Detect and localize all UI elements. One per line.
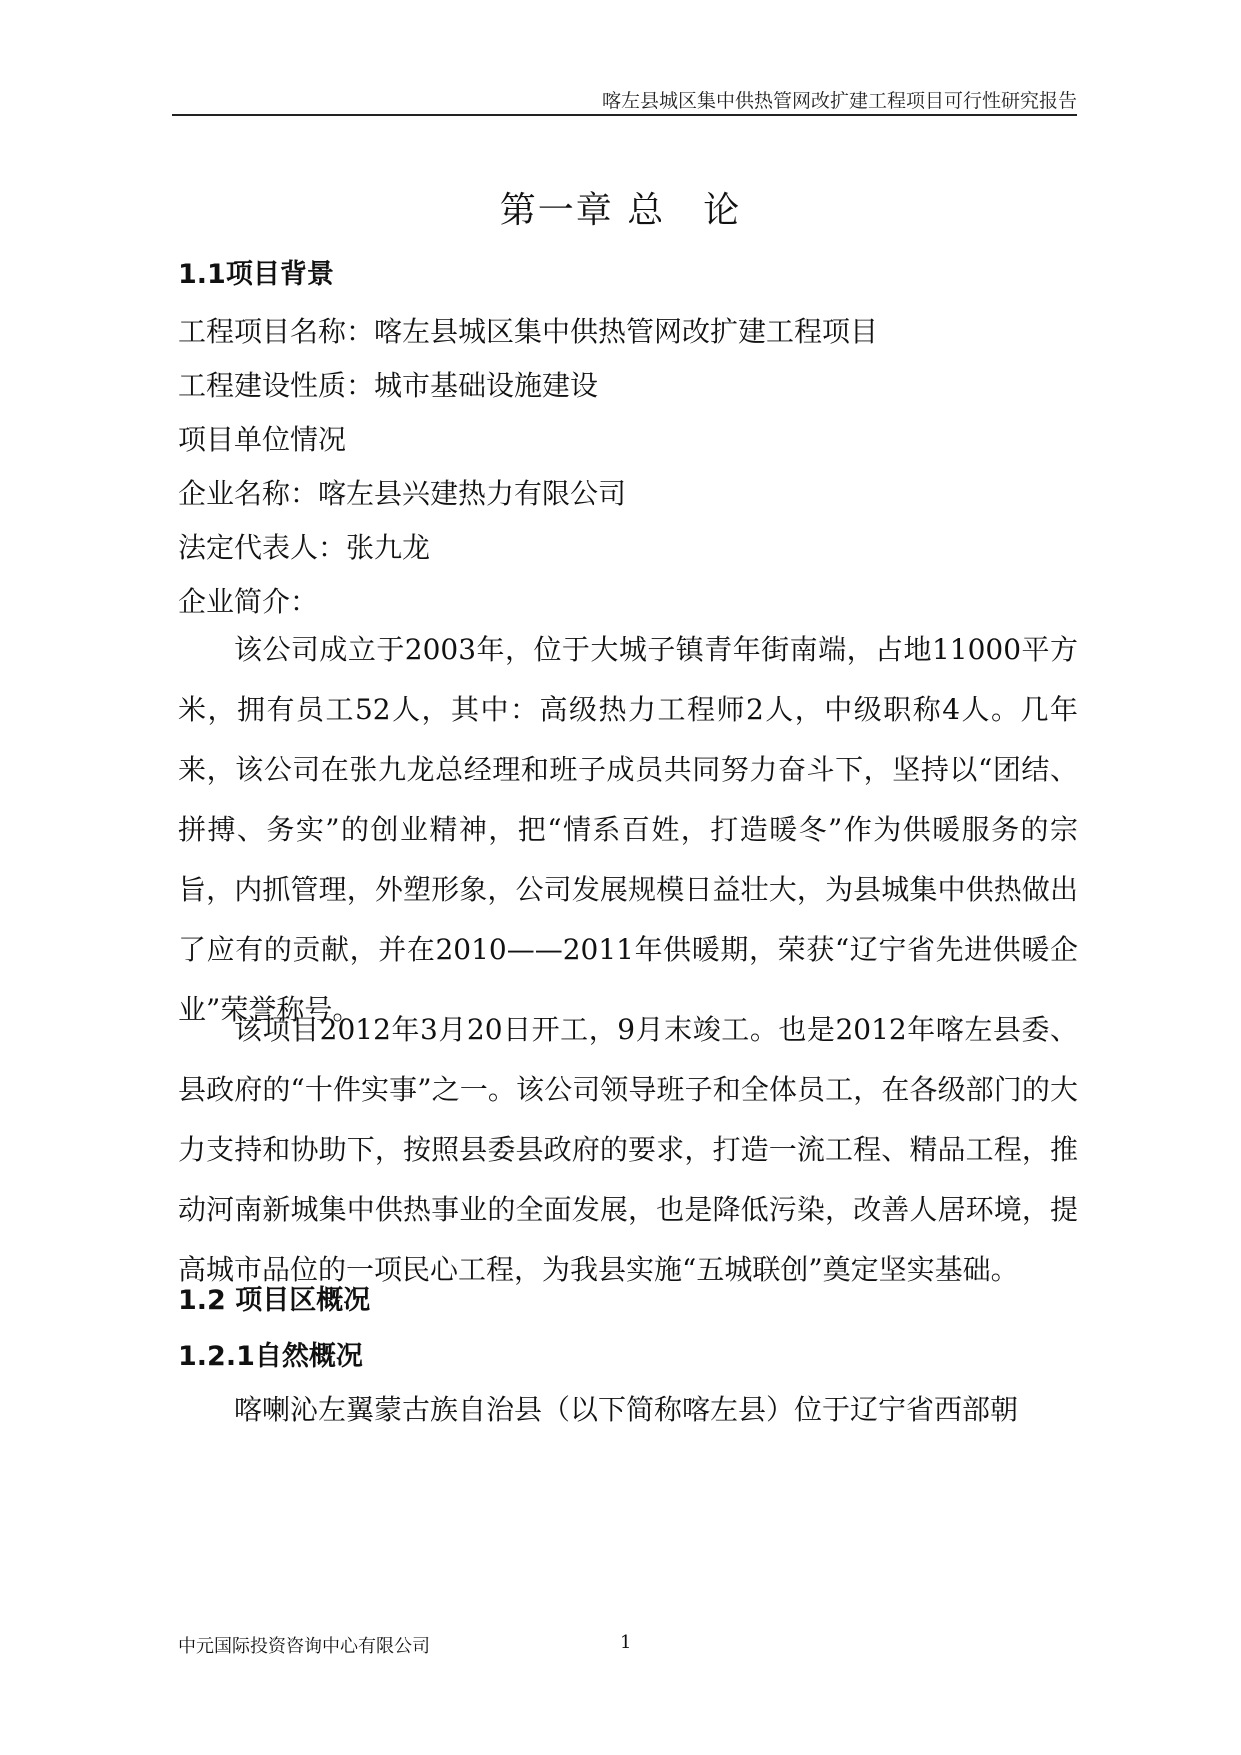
project-nature-line: 工程建设性质：城市基础设施建设 [178, 369, 599, 402]
unit-info-line: 项目单位情况 [178, 423, 347, 456]
company-name-line: 企业名称：喀左县兴建热力有限公司 [178, 477, 627, 510]
chapter-title: 第一章 总 论 [499, 190, 742, 231]
company-intro-paragraph: 该公司成立于2003年，位于大城子镇青年街南端，占地11000平方米，拥有员工52人，其中：高级热力工程师2人，中级职称4人。几年来，该公司在张九龙总经理和班子成员共同努力奋斗下，坚持以“团结、拼搏、务实”的创业精神，把“情系百姓，打造暖冬”作为供暖服务的宗旨，内抓管理，外塑形象，公司发展规模日益壮大，为县城集中供热做出了应有的贡献，并在2010——2011年供暖期，荣获“辽宁省先进供暖企业”荣誉称号。 [178, 633, 1078, 1026]
subsection-heading-1-2-1: 1.2.1自然概况 [178, 1341, 363, 1372]
header-rule [172, 114, 1077, 116]
project-paragraph: 该项目2012年3月20日开工，9月末竣工。也是2012年喀左县委、县政府的“十件实事”之一。该公司领导班子和全体员工，在各级部门的大力支持和协助下，按照县委县政府的要求，打造一流工程、精品工程，推动河南新城集中供热事业的全面发展，也是降低污染，改善人居环境，提高城市品位的一项民心工程，为我县实施“五城联创”奠定坚实基础。 [178, 1013, 1078, 1286]
company-intro-label: 企业简介： [178, 585, 319, 618]
legal-rep-line: 法定代表人：张九龙 [178, 531, 431, 564]
section-heading-1-1: 1.1项目背景 [178, 259, 334, 290]
footer-company: 中元国际投资咨询中心有限公司 [178, 1636, 430, 1657]
section-heading-1-2: 1.2 项目区概况 [178, 1285, 371, 1316]
project-name-line: 工程项目名称：喀左县城区集中供热管网改扩建工程项目 [178, 315, 879, 348]
natural-overview-paragraph: 喀喇沁左翼蒙古族自治县（以下简称喀左县）位于辽宁省西部朝 [234, 1393, 1019, 1426]
running-header: 喀左县城区集中供热管网改扩建工程项目可行性研究报告 [601, 90, 1077, 112]
page-number: 1 [620, 1632, 632, 1653]
